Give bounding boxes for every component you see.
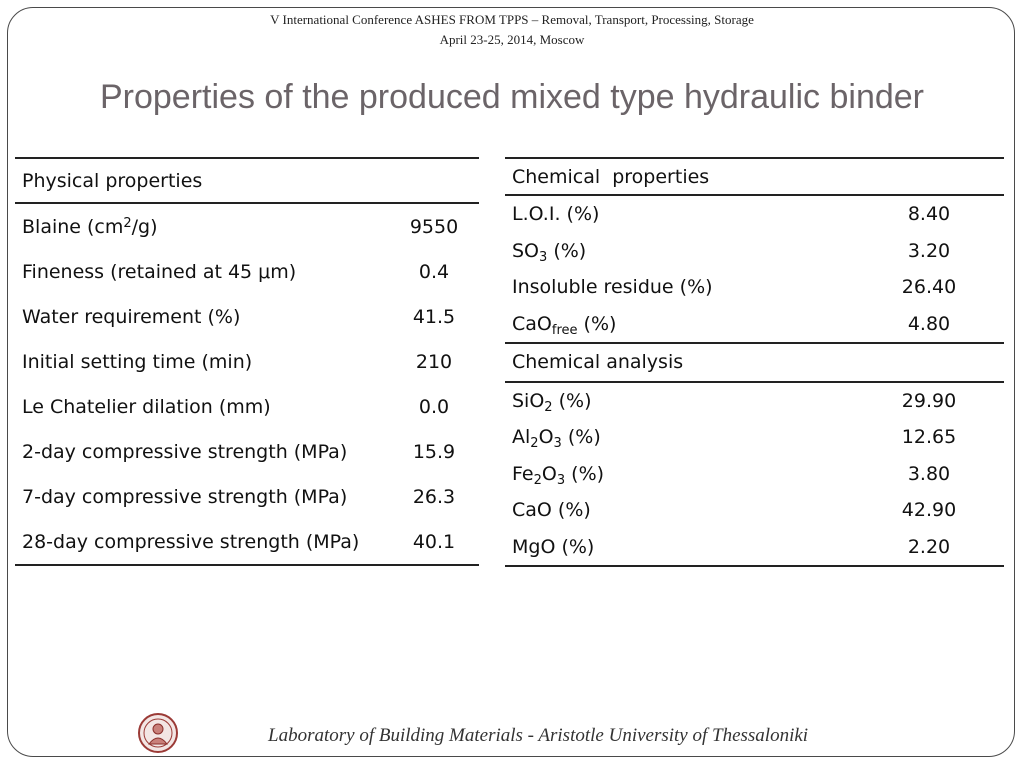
row-value: 26.3: [412, 485, 456, 508]
row-label: CaO (%): [512, 499, 591, 522]
table-row: [15, 294, 479, 339]
row-label: Water requirement (%): [22, 305, 241, 328]
conference-name: V International Conference ASHES FROM TPPS – Removal, Transport, Processing, Storage: [270, 12, 754, 27]
row-label: Initial setting time (min): [22, 350, 253, 373]
table-row: [15, 339, 479, 384]
row-label: 28-day compressive strength (MPa): [15, 519, 389, 565]
row-label: MgO (%): [505, 529, 854, 567]
row-value: 210: [415, 350, 453, 373]
row-value: 42.90: [901, 499, 957, 522]
row-value: 3.80: [907, 462, 951, 485]
row-value: 26.40: [901, 276, 957, 299]
row-value: 29.90: [901, 389, 957, 412]
table-row: [505, 529, 1004, 567]
row-label: CaO$_{free}$ (%): [512, 312, 617, 338]
physical-properties-table: [15, 157, 479, 566]
table-row: [505, 195, 1004, 233]
row-value: 15.9: [412, 440, 456, 463]
physical-heading: Physical properties: [15, 158, 479, 203]
row-label: SiO$_2$ (%): [512, 389, 592, 415]
table-row: [505, 382, 1004, 420]
chemical-analysis-heading: Chemical analysis: [505, 343, 1004, 382]
table-header-row: [15, 158, 479, 203]
row-value: 9550: [409, 215, 459, 238]
row-label: $SO_3$ (%): [512, 239, 587, 265]
conference-header: [0, 10, 1024, 50]
table-row: [15, 429, 479, 474]
row-value: 2.20: [854, 529, 1004, 567]
row-label: L.O.I. (%): [512, 203, 600, 226]
table-row: [15, 384, 479, 429]
chemical-heading: Chemical properties: [505, 158, 1004, 195]
row-value: 12.65: [901, 426, 957, 449]
row-value: 40.1: [389, 519, 479, 565]
row-value: 8.40: [907, 203, 951, 226]
row-value: 0.0: [418, 395, 450, 418]
university-seal-icon: [137, 712, 179, 754]
table-row: [505, 269, 1004, 306]
table-row: [15, 203, 479, 249]
table-row: [505, 492, 1004, 529]
row-value: 4.80: [907, 312, 951, 335]
row-label: 2-day compressive strength (MPa): [22, 440, 348, 463]
table-row: [15, 519, 479, 565]
table-row: [505, 233, 1004, 270]
row-label: $Fe_2O_3$ (%): [512, 462, 605, 488]
row-label: 7-day compressive strength (MPa): [22, 485, 348, 508]
row-value: 3.20: [907, 239, 951, 262]
row-label: $Al_2O_3$ (%): [512, 426, 601, 452]
table-row: [505, 306, 1004, 344]
table-header-row: [505, 158, 1004, 195]
row-label: Fineness (retained at 45 μm): [22, 260, 297, 283]
row-value: 41.5: [412, 305, 456, 328]
chemical-properties-table: [505, 157, 1004, 567]
table-row: [505, 456, 1004, 493]
slide-title: Properties of the produced mixed type hydraulic binder: [99, 78, 925, 116]
footer-text: Laboratory of Building Materials - Aristotle University of Thessaloniki: [268, 725, 809, 746]
row-value: 0.4: [418, 260, 450, 283]
table-row: [505, 419, 1004, 456]
row-label: Le Chatelier dilation (mm): [22, 395, 271, 418]
row-label: Blaine $(cm^2/g)$: [22, 215, 158, 238]
table-row: [15, 474, 479, 519]
section-header-row: [505, 343, 1004, 382]
table-row: [15, 249, 479, 294]
row-label: Insoluble residue (%): [512, 276, 713, 299]
conference-dates: April 23-25, 2014, Moscow: [439, 32, 585, 47]
